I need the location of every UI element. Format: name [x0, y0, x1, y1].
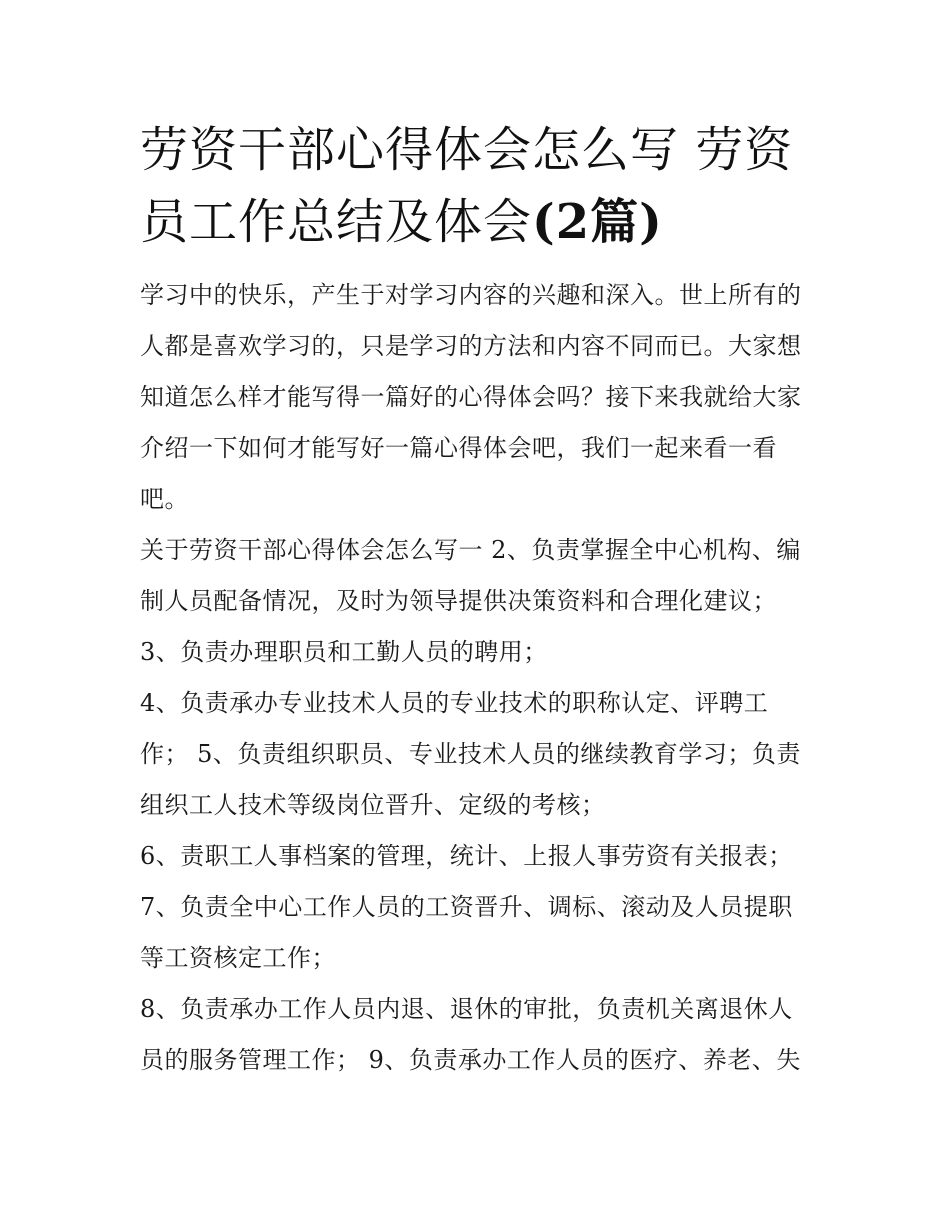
document-title: [140, 114, 812, 258]
paragraph: 8、负责承办工作人员内退、退休的审批，负责机关离退休人员的服务管理工作； 9、负责承办工作人员的医疗、养老、失: [140, 995, 801, 1074]
paragraph: 4、负责承办专业技术人员的专业技术的职称认定、评聘工作； 5、负责组织职员、专业技术人员的继续教育学习；负责组织工人技术等级岗位晋升、定级的考核；: [140, 689, 801, 819]
paragraph: 6、责职工人事档案的管理，统计、上报人事劳资有关报表；: [140, 842, 793, 870]
document-title-main: 劳资干部心得体会怎么写 劳资员工作总结及体会: [140, 122, 794, 250]
document-title-suffix: (2篇): [532, 194, 663, 250]
document-content: [140, 114, 812, 1086]
paragraph: 3、负责办理职员和工勤人员的聘用；: [140, 638, 548, 666]
paragraph: 7、负责全中心工作人员的工资晋升、调标、滚动及人员提职等工资核定工作；: [140, 893, 793, 972]
paragraph: 学习中的快乐，产生于对学习内容的兴趣和深入。世上所有的人都是喜欢学习的，只是学习的方法和内容不同而已。大家想知道怎么样才能写得一篇好的心得体会吗？接下来我就给大家介绍一下如何才能写好一篇心得体会吧，我们一起来看一看吧。: [140, 281, 802, 513]
paragraph: 关于劳资干部心得体会怎么写一 2、负责掌握全中心机构、编制人员配备情况，及时为领导提供决策资料和合理化建议；: [140, 536, 801, 615]
document-body: [140, 270, 812, 1086]
